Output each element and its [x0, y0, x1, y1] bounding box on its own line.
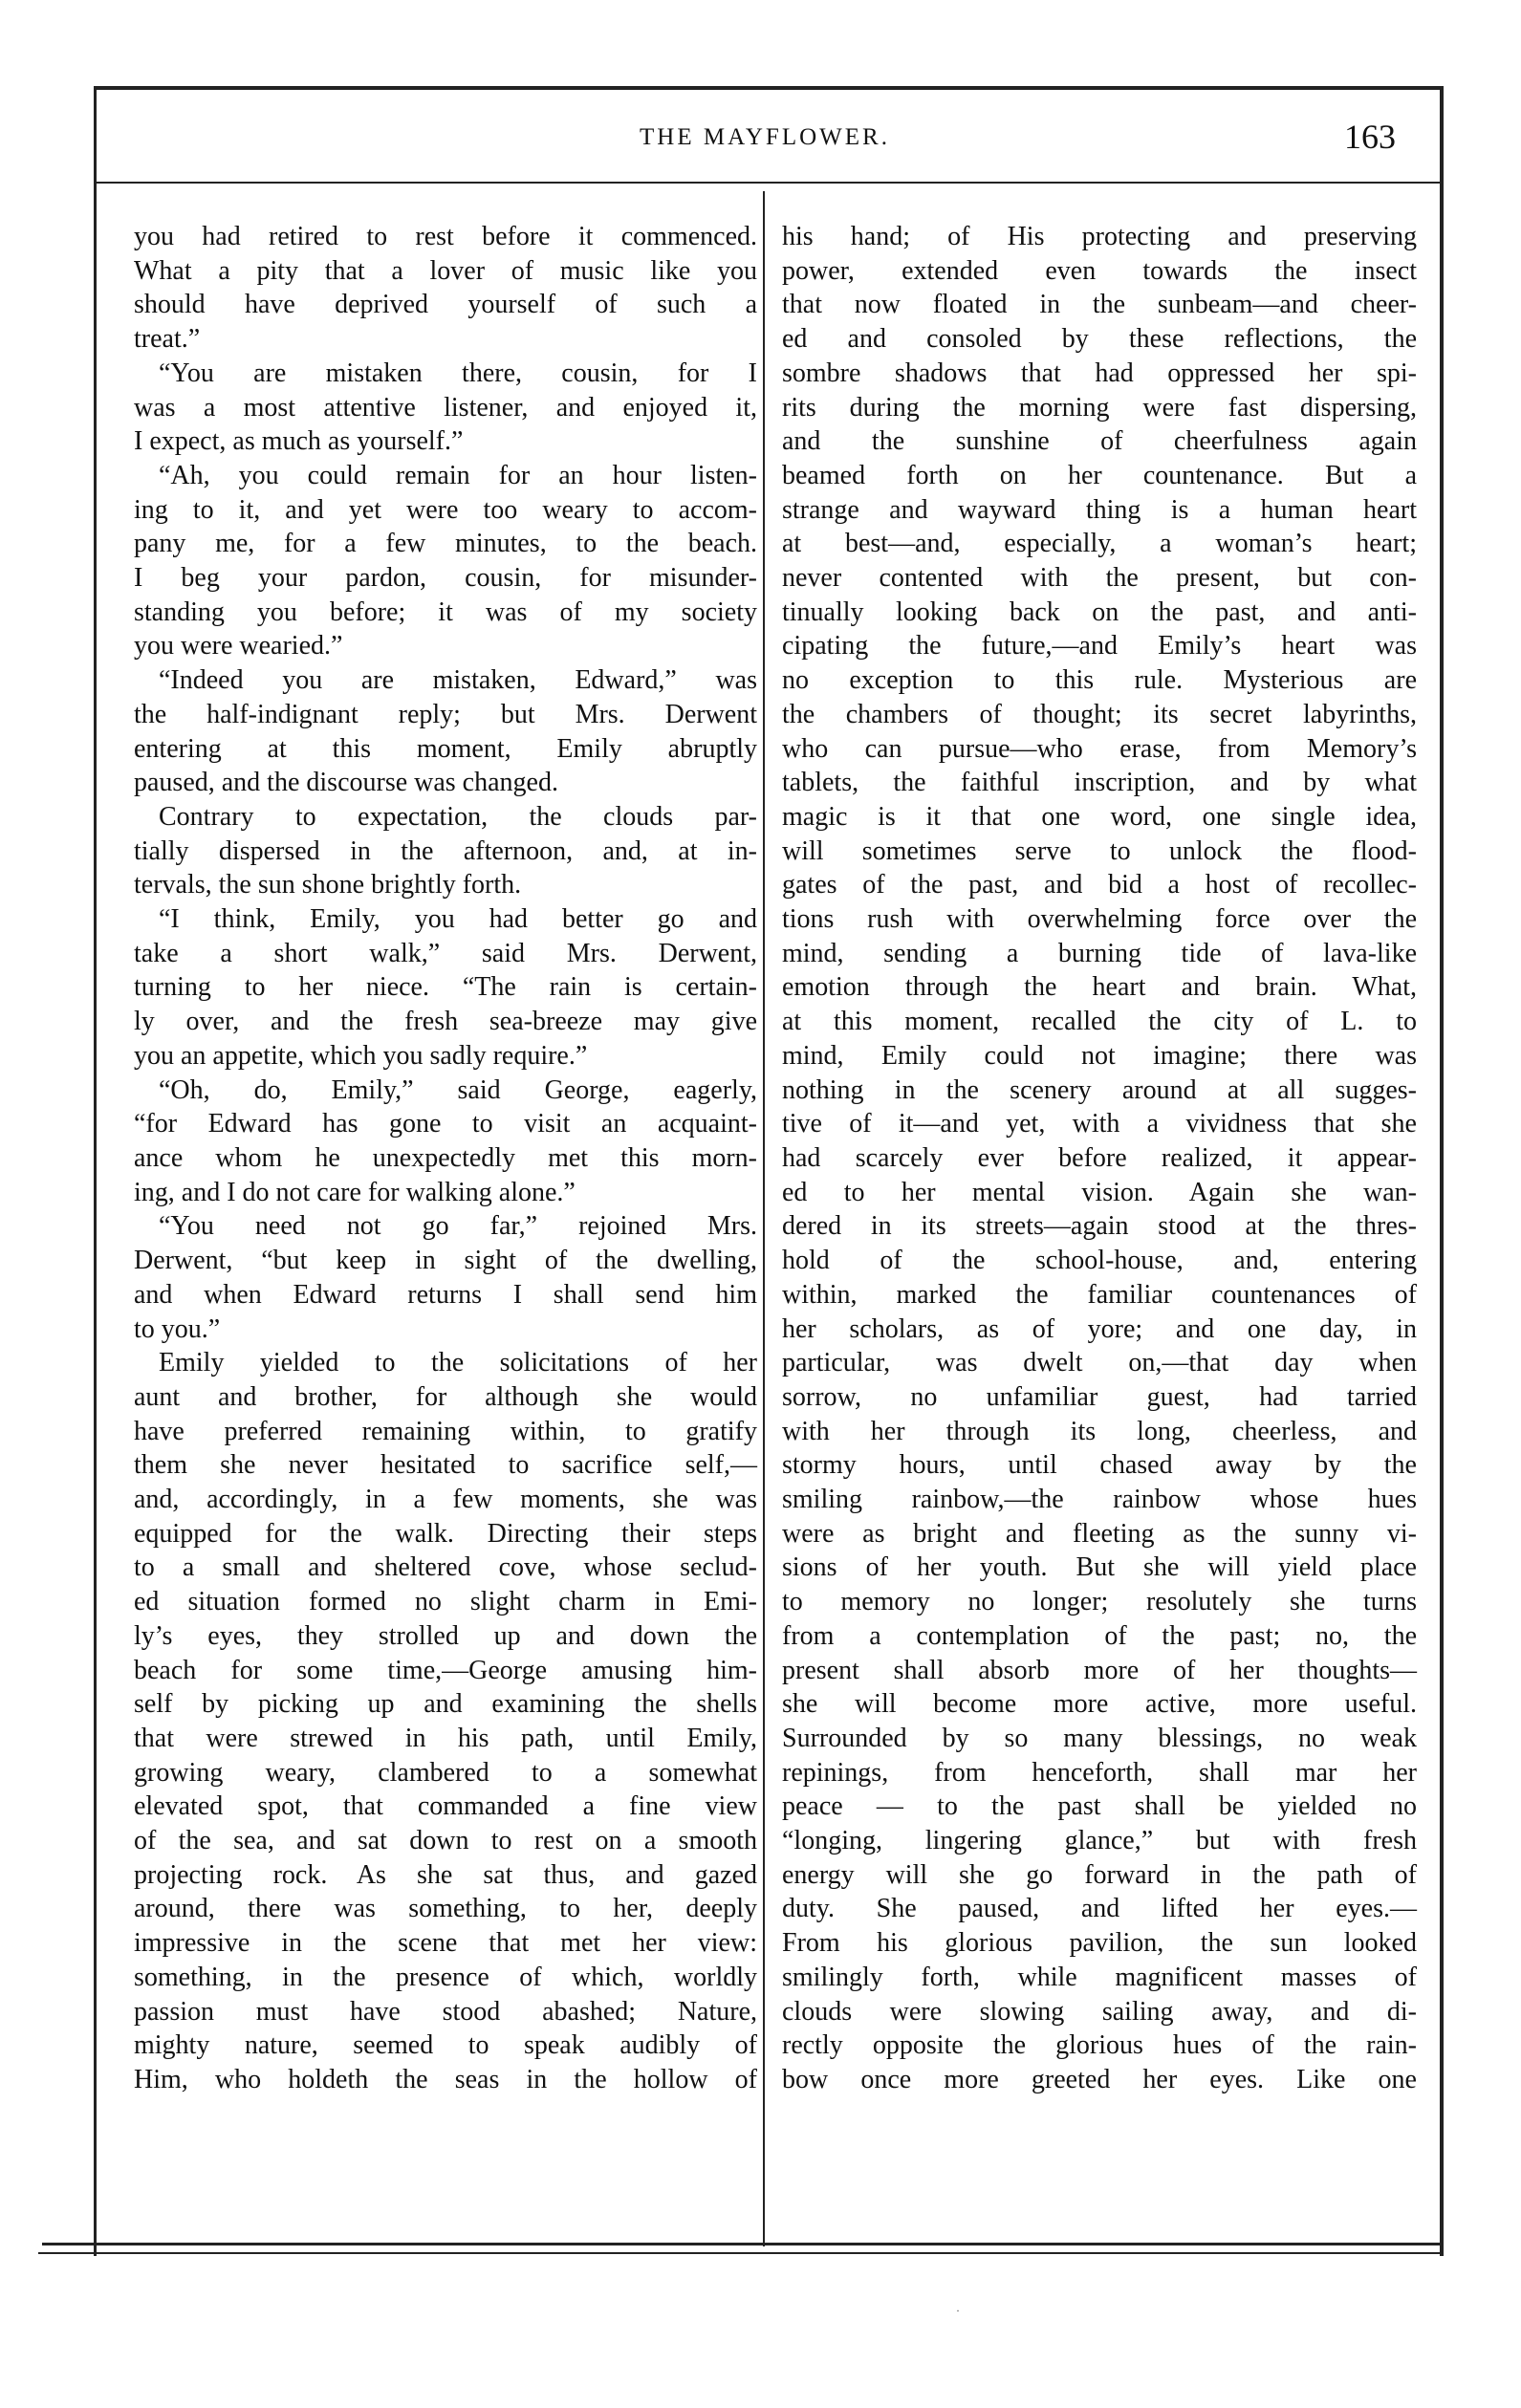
text-line: “You need not go far,” rejoined Mrs. [159, 1211, 757, 1242]
text-line: magic is it that one word, one single idea, [782, 801, 1417, 832]
text-line: the chambers of thought; its secret labyrinths, [782, 699, 1417, 729]
text-line: ly over, and the fresh sea-breeze may give [134, 1007, 757, 1037]
text-line: no exception to this rule. Mysterious are [782, 665, 1417, 696]
text-line: self by picking up and examining the shells [134, 1689, 757, 1720]
text-line: smiling rainbow,—the rainbow whose hues [782, 1485, 1417, 1515]
text-line: repinings, from henceforth, shall mar her [782, 1757, 1417, 1788]
text-line: something, in the presence of which, worldly [134, 1962, 757, 1992]
text-line: take a short walk,” said Mrs. Derwent, [134, 938, 757, 968]
text-line: with her through its long, cheerless, and [782, 1416, 1417, 1446]
text-line: peace — to the past shall be yielded no [782, 1791, 1417, 1822]
text-line: aunt and brother, for although she would [134, 1381, 757, 1412]
text-line: ance whom he unexpectedly met this morn- [134, 1142, 757, 1173]
text-line: duty. She paused, and lifted her eyes.— [782, 1894, 1417, 1924]
text-line: “Indeed you are mistaken, Edward,” was [159, 665, 757, 696]
text-line: ed to her mental vision. Again she wan- [782, 1177, 1417, 1207]
text-line: paused, and the discourse was changed. [134, 768, 558, 798]
text-line: strange and wayward thing is a human heart [782, 494, 1417, 525]
text-line: the half-indignant reply; but Mrs. Derwent [134, 699, 757, 729]
text-line: tially dispersed in the afternoon, and, at in- [134, 835, 757, 866]
text-line: What a pity that a lover of music like you [134, 255, 757, 286]
text-line: present shall absorb more of her thoughts— [782, 1655, 1417, 1685]
frame-left-rule [94, 86, 97, 2256]
text-line: mind, sending a burning tide of lava-like [782, 938, 1417, 968]
text-line: and the sunshine of cheerfulness again [782, 426, 1417, 457]
text-line: at this moment, recalled the city of L. to [782, 1007, 1417, 1037]
text-line: should have deprived yourself of such a [134, 290, 757, 320]
frame-top-rule [94, 86, 1444, 90]
text-line: Contrary to expectation, the clouds par- [159, 801, 757, 832]
text-line: “for Edward has gone to visit an acquaint- [134, 1109, 757, 1139]
text-line: Him, who holdeth the seas in the hollow of [134, 2064, 757, 2094]
text-line: “Oh, do, Emily,” said George, eagerly, [159, 1074, 757, 1105]
text-line: had scarcely ever before realized, it appear- [782, 1142, 1417, 1173]
text-line: smilingly forth, while magnificent masses of [782, 1962, 1417, 1992]
text-line: tablets, the faithful inscription, and by what [782, 768, 1417, 798]
text-line: his hand; of His protecting and preserving [782, 222, 1417, 251]
text-line: rectly opposite the glorious hues of the rain- [782, 2030, 1417, 2061]
text-line: Derwent, “but keep in sight of the dwelling, [134, 1246, 757, 1276]
text-line: “You are mistaken there, cousin, for I [159, 358, 757, 388]
text-line: stormy hours, until chased away by the [782, 1450, 1417, 1481]
text-line: bow once more greeted her eyes. Like one [782, 2064, 1417, 2094]
text-line: that now floated in the sunbeam—and cheer- [782, 290, 1417, 320]
text-line: from a contemplation of the past; no, the [782, 1620, 1417, 1651]
text-line: to you.” [134, 1313, 221, 1344]
text-line: never contented with the present, but con- [782, 563, 1417, 594]
text-line: Surrounded by so many blessings, no weak [782, 1723, 1417, 1753]
text-line: turning to her niece. “The rain is certain- [134, 972, 757, 1003]
stray-mark: · [956, 2304, 960, 2317]
text-line: beach for some time,—George amusing him- [134, 1655, 757, 1685]
text-line: mind, Emily could not imagine; there was [782, 1040, 1417, 1071]
text-line: impressive in the scene that met her view: [134, 1928, 757, 1959]
text-line: nothing in the scenery around at all sugges- [782, 1074, 1417, 1105]
text-line: mighty nature, seemed to speak audibly of [134, 2030, 757, 2061]
text-line: hold of the school-house, and, entering [782, 1246, 1417, 1276]
frame-right-rule [1440, 86, 1444, 2256]
text-line: tervals, the sun shone brightly forth. [134, 870, 522, 900]
text-line: was a most attentive listener, and enjoyed it, [134, 392, 757, 423]
text-line: to a small and sheltered cove, whose seclud- [134, 1552, 757, 1583]
text-line: dered in its streets—again stood at the thres- [782, 1211, 1417, 1242]
text-line: ly’s eyes, they strolled up and down the [134, 1620, 757, 1651]
text-line: were as bright and fleeting as the sunny vi- [782, 1518, 1417, 1549]
text-line: beamed forth on her countenance. But a [782, 460, 1417, 490]
text-line: elevated spot, that commanded a fine view [134, 1791, 757, 1822]
text-line: and, accordingly, in a few moments, she was [134, 1485, 757, 1515]
page-number: 163 [1344, 118, 1396, 156]
text-line: around, there was something, to her, deeply [134, 1894, 757, 1924]
text-line: who can pursue—who erase, from Memory’s [782, 733, 1417, 764]
footer-rule-lower [38, 2252, 1444, 2254]
text-line: sombre shadows that had oppressed her spi- [782, 358, 1417, 388]
text-line: them she never hesitated to sacrifice self,— [134, 1450, 757, 1481]
text-line: she will become more active, more useful. [782, 1689, 1417, 1720]
text-line: you an appetite, which you sadly require.” [134, 1040, 588, 1071]
text-line: I expect, as much as yourself.” [134, 426, 464, 457]
text-line: entering at this moment, Emily abruptly [134, 733, 757, 764]
text-line: you were wearied.” [134, 631, 343, 662]
text-line: growing weary, clambered to a somewhat [134, 1757, 757, 1788]
text-line: her scholars, as of yore; and one day, in [782, 1313, 1417, 1344]
text-line: energy will she go forward in the path of [782, 1859, 1417, 1890]
text-line: tive of it—and yet, with a vividness that she [782, 1109, 1417, 1139]
text-line: have preferred remaining within, to gratify [134, 1416, 757, 1446]
text-line: tinually looking back on the past, and anti- [782, 597, 1417, 627]
column-divider [763, 191, 765, 2246]
text-line: ed and consoled by these reflections, the [782, 324, 1417, 355]
text-line: sions of her youth. But she will yield place [782, 1552, 1417, 1583]
text-line: sorrow, no unfamiliar guest, had tarried [782, 1381, 1417, 1412]
text-line: gates of the past, and bid a host of recollec- [782, 870, 1417, 900]
text-line: From his glorious pavilion, the sun looked [782, 1928, 1417, 1959]
text-line: cipating the future,—and Emily’s heart was [782, 631, 1417, 662]
text-line: Emily yielded to the solicitations of her [159, 1348, 757, 1378]
text-line: particular, was dwelt on,—that day when [782, 1348, 1417, 1378]
text-line: rits during the morning were fast dispersing, [782, 392, 1417, 423]
text-line: I beg your pardon, cousin, for misunder- [134, 563, 757, 594]
text-line: that were strewed in his path, until Emily, [134, 1723, 757, 1753]
running-title: THE MAYFLOWER. [640, 124, 890, 150]
text-line: clouds were slowing sailing away, and di- [782, 1996, 1417, 2027]
text-line: ing, and I do not care for walking alone.” [134, 1177, 576, 1207]
text-line: “I think, Emily, you had better go and [159, 904, 757, 935]
text-line: power, extended even towards the insect [782, 255, 1417, 286]
text-line: “Ah, you could remain for an hour listen- [159, 460, 757, 490]
text-line: equipped for the walk. Directing their steps [134, 1518, 757, 1549]
text-line: to memory no longer; resolutely she turns [782, 1587, 1417, 1617]
header-rule [96, 182, 1442, 184]
text-line: of the sea, and sat down to rest on a smooth [134, 1826, 757, 1856]
text-line: “longing, lingering glance,” but with fresh [782, 1826, 1417, 1856]
text-line: and when Edward returns I shall send him [134, 1279, 757, 1310]
text-line: tions rush with overwhelming force over the [782, 904, 1417, 935]
left-column [134, 220, 757, 2097]
text-line: at best—and, especially, a woman’s heart; [782, 529, 1417, 559]
text-line: within, marked the familiar countenances of [782, 1279, 1417, 1310]
text-line: will sometimes serve to unlock the flood- [782, 835, 1417, 866]
text-line: ing to it, and yet were too weary to accom- [134, 494, 757, 525]
text-line: passion must have stood abashed; Nature, [134, 1996, 757, 2027]
text-line: projecting rock. As she sat thus, and gazed [134, 1859, 757, 1890]
footer-rule-upper [42, 2243, 1444, 2245]
text-line: pany me, for a few minutes, to the beach. [134, 529, 757, 559]
text-line: standing you before; it was of my society [134, 597, 757, 627]
text-line: ed situation formed no slight charm in Emi- [134, 1587, 757, 1617]
text-line: you had retired to rest before it commenced. [134, 222, 757, 251]
text-line: emotion through the heart and brain. What, [782, 972, 1417, 1003]
text-line: treat.” [134, 324, 201, 355]
right-column [782, 220, 1417, 2097]
